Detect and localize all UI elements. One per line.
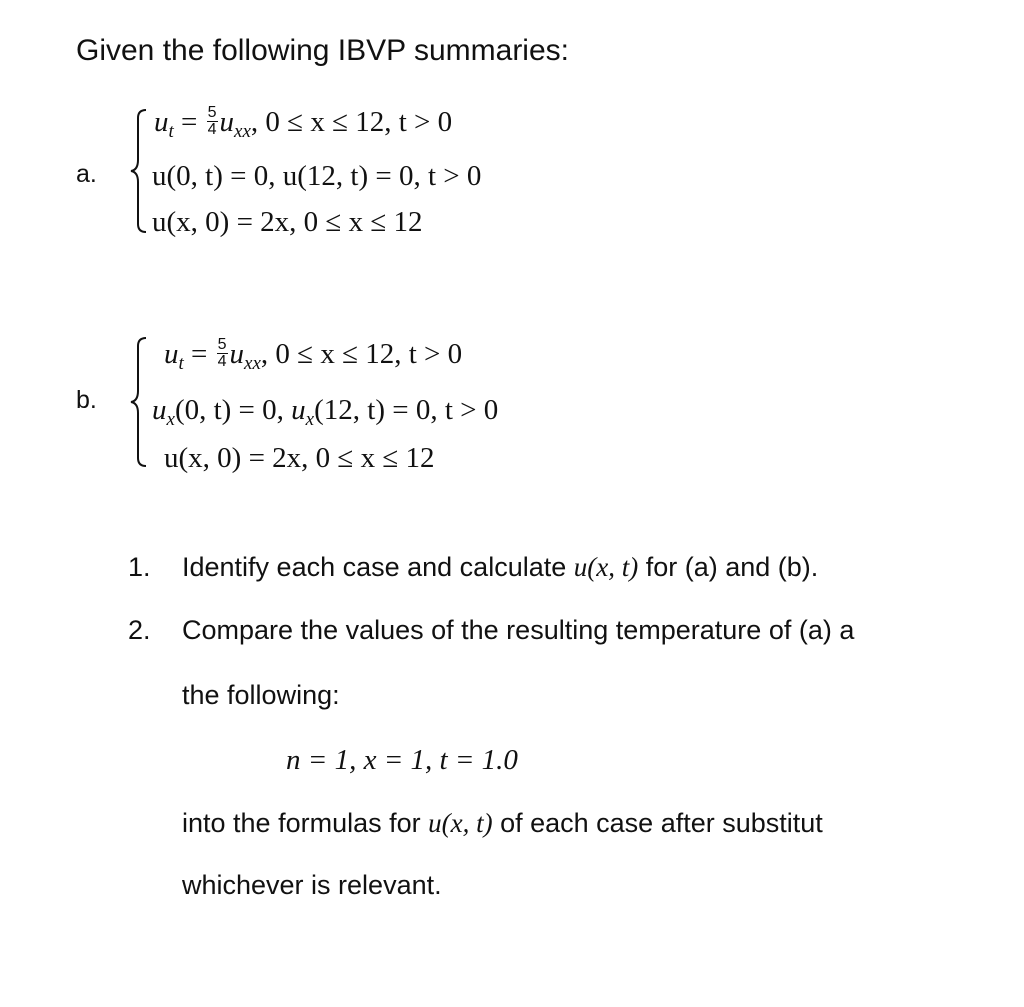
- continuation-text: into the formulas for: [182, 808, 429, 838]
- pde-rhs-sub: xx: [234, 121, 251, 143]
- problem-a-initial-condition: u(x, 0) = 2x, 0 ≤ x ≤ 12: [152, 206, 423, 238]
- pde-rhs-var: u: [229, 338, 245, 371]
- pde-equals: =: [183, 338, 215, 371]
- continuation-line-1: the following:: [182, 680, 340, 710]
- task-2-cut-char: a: [839, 615, 855, 645]
- pde-lhs-var: u: [154, 106, 169, 139]
- problem-a-label: a.: [76, 160, 97, 188]
- continuation-line-4: whichever is relevant.: [182, 870, 442, 900]
- bc-left-condition: (0, t) = 0,: [174, 394, 292, 426]
- task-1: [182, 552, 818, 583]
- bc-sub: x: [305, 409, 315, 430]
- task-2-number: 2.: [128, 615, 151, 645]
- pde-conditions: , 0 ≤ x ≤ 12, t > 0: [250, 106, 453, 139]
- fraction-numerator: 5: [217, 336, 227, 353]
- pde-rhs-var: u: [219, 106, 235, 139]
- pde-rhs-sub: xx: [244, 353, 261, 375]
- bc-right-condition: (12, t) = 0, t > 0: [314, 394, 499, 426]
- brace-b: [128, 336, 150, 468]
- continuation-text-end: of each case after substitut: [492, 808, 823, 838]
- fraction-denominator: 4: [207, 121, 217, 138]
- fraction-numerator: 5: [207, 104, 217, 121]
- task-2: [182, 615, 855, 646]
- pde-lhs-sub: t: [168, 121, 174, 143]
- task-1-number: 1.: [128, 552, 151, 582]
- problem-b-pde: [164, 336, 463, 375]
- pde-lhs-sub: t: [178, 353, 184, 375]
- pde-equals: =: [173, 106, 205, 139]
- task-1-text-end: for (a) and (b).: [638, 552, 819, 582]
- bc-var: u: [152, 394, 167, 426]
- heading: Given the following IBVP summaries:: [76, 34, 569, 67]
- problem-b-label: b.: [76, 386, 97, 414]
- brace-a: [128, 108, 150, 234]
- pde-lhs-var: u: [164, 338, 179, 371]
- bc-sub: x: [166, 409, 175, 430]
- problem-b-boundary-conditions: [152, 394, 499, 430]
- task-1-text: Identify each case and calculate: [182, 552, 574, 582]
- task-1-math: u(x, t): [573, 552, 639, 582]
- substitution-values: n = 1, x = 1, t = 1.0: [286, 744, 518, 776]
- bc-var: u: [291, 394, 306, 426]
- problem-a-boundary-conditions: u(0, t) = 0, u(12, t) = 0, t > 0: [152, 160, 482, 192]
- fraction: [217, 337, 228, 370]
- fraction: [207, 105, 218, 138]
- continuation-line-3: [182, 808, 823, 839]
- task-2-text: Compare the values of the resulting temperature of (a): [182, 615, 832, 645]
- fraction-denominator: 4: [217, 353, 227, 370]
- problem-a-pde: [154, 104, 453, 143]
- continuation-math: u(x, t): [428, 808, 493, 838]
- problem-b-initial-condition: u(x, 0) = 2x, 0 ≤ x ≤ 12: [164, 442, 435, 474]
- pde-conditions: , 0 ≤ x ≤ 12, t > 0: [260, 338, 463, 371]
